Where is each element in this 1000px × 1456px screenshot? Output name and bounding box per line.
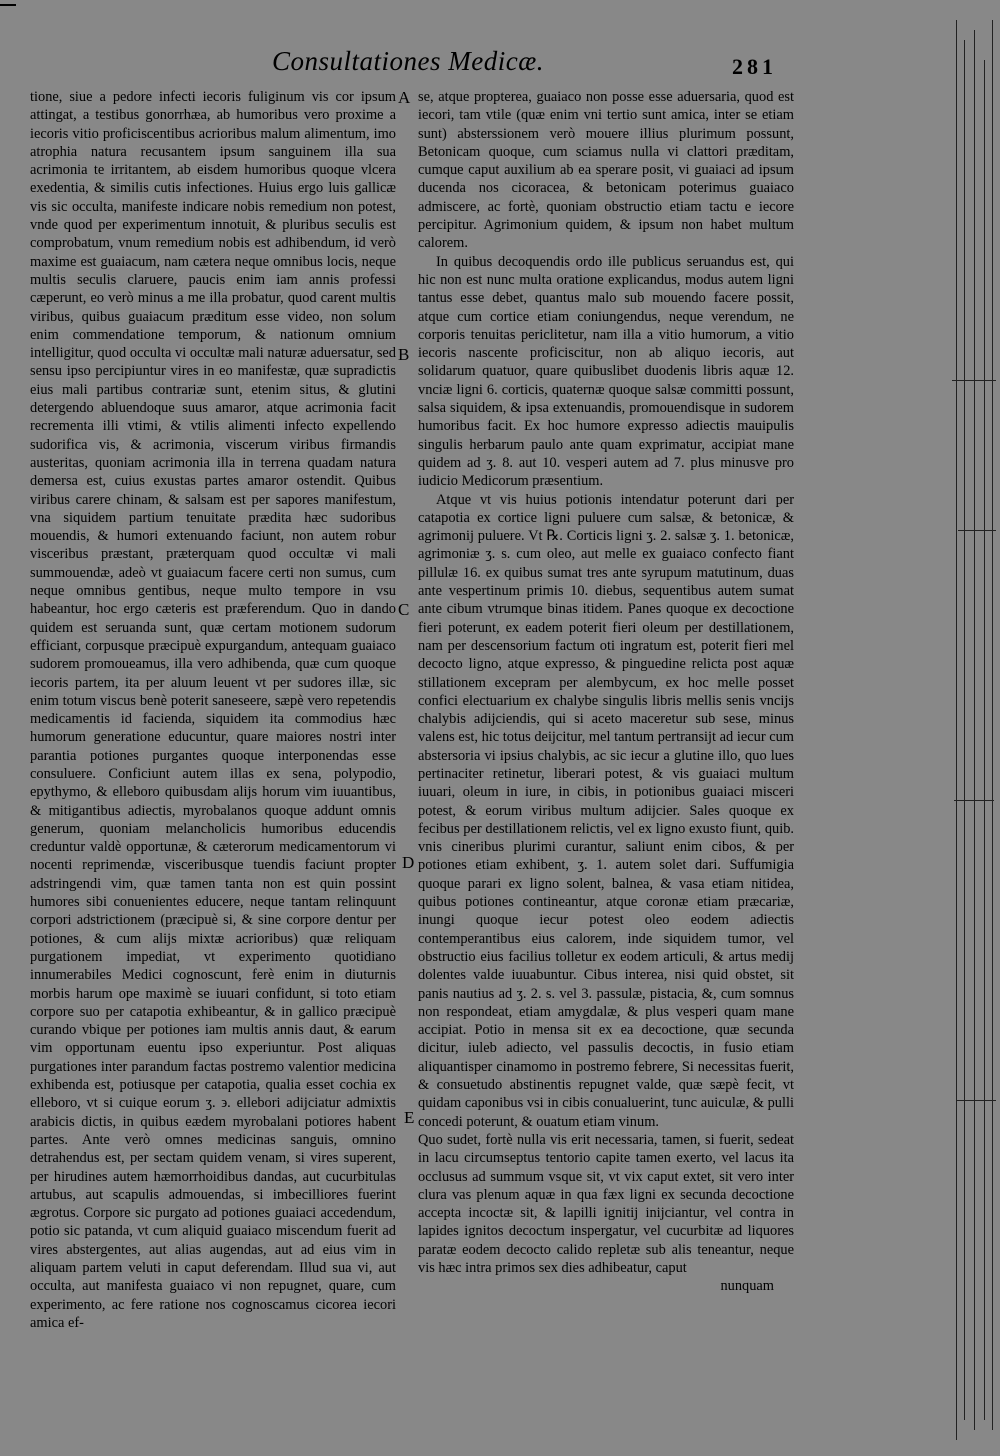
right-paragraph-3: Atque vt vis huius potionis intendatur poterunt dari per catapotia ex cortice ligni puluere cum salsæ, & betonicæ, & agrimonij puluere. Vt ℞. Corticis ligni ʒ. 2. salsæ ʒ. 1. betonicæ, agrimoniæ ʒ. s. cum oleo, aut melle ex guaiaco confecto fiant pillulæ 16. ex quibus sumat tres ante syrupum matutinum, duas ante vespertinum primis 10. diebus, sequentibus autem sumat ante cibum vtrumque binas itidem. Panes quoque ex decoctione fieri poterunt, ex eadem poterit fieri oleum per destillationem, nam per descensorium factum oti ingratum est, poterit fieri mel decocto ligno, atque expresso, & pinguedine relicta post aquæ stillationem excepram per alembycum, ex hoc melle posset confici electuarium ex chalybe singulis libris mellis senis vncijs chalybis adijciendis, qui si aceto maceretur sub sese, minus valens est, hic totus deijcitur, mel tantum pertransijt ad iecur cum abstersoria vi ipsius chalybis, ac sic iecur a glutine illo, quo lues pertinaciter retinetur, liberari potest, & vis guaiaci multum iuuari, oleum in iure, in cibis, in potionibus guaiaci misceri potest, & eorum viribus multum adijcier. Sales quoque ex fecibus per destillationem relictis, vel ex ligno exusto fiunt, quib. vnis cineribus plurimi curantur, saliunt enim cibos, & per potiones etiam exhibent, ʒ. 1. autem solet dari. Suffumigia quoque parari ex ligno solent, balnea, & vasa etiam nitidea, quibus potiones contineantur, atque coronæ etiam præcariæ, inungi quoque iecur potest oleo eodem adiectis contemperantibus eius calorem, inde siquidem tumor, vel obstructio eius facilius tolletur ex eodem articuli, & artus medij dolentes valde iuuabuntur. Cibus interea, nisi quid obstet, sit panis nautius ad ʒ. 2. s. vel 3. passulæ, pistacia, &, cum somnus non respondeat, etiam amygdalæ, & plus vesperi quam mane accipiat. Potio in mensa sit ex ea decoctione, quæ secunda dicitur, iuleb adiecto, vel passulis decoctis, in fusio etiam aliquantisper cinamomo in postremo febrere, Si necessitas fuerit, & consuetudo abstinentis repugnet valde, quæ sæpè fecit, vt quidam caponibus vsi in cibis conualuerint, tunc auiculæ, & pulli concedi poterunt, & ouatum etiam vinum. (418, 491, 794, 1130)
page-corner-rule (0, 4, 16, 6)
margin-letter-a: A (398, 88, 411, 107)
catchword: nunquam (720, 1278, 774, 1295)
margin-letter-e: E (404, 1108, 415, 1127)
left-paragraph-1: tione, siue a pedore infecti iecoris fuliginum vis cor ipsum attingat, a testibus gonorrhæa, ab humoribus vero proxime a iecoris vitio proficiscentibus acrioribus malum alimentum, imo atrophia natura recusantem ipsum sanguinem illa sua acrimonia te irritantem, ab eisdem humoribus quoque vlcera exedentia, & similis cutis infectiones. Huius ergo luis gallicæ vis sic occulta, manifeste indicare nobis remedium non potest, vnde quod per experimentum innotuit, & pluribus seculis est comprobatum, vnum remedium nobis est adhibendum, id verò maxime est guaiacum, nam cætera neque omnibus locis, neque multis seculis claruere, paucis enim iam annis professi cæperunt, eo verò minus a me illa probatur, quod carent multis viribus, quibus guaiacum præditum esse video, non solum enim commendatione temporum, & nationum omnium intelligitur, quod occulta vi occultæ mali naturæ aduersatur, sed sensu ipso percipiuntur vires in eo manifestæ, quæ supradictis eius mali partibus contrariæ sunt, etenim situs, & glutini detergendo abluendoque suus amaror, atque acrimonia facit recrementa illi vtimi, & vtilis alimenti infecto expellendo sudorifica vis, & acrimonia, viscerum viribus firmandis austeritas, quoniam acrimonia illa in terrena quadam natura demersa est, cuius exustas partes amaror ostendit. Quibus viribus carere chinam, & salsam est per sapores manifestum, vna siquidem partium tenuitate prædita hæc sudoribus mouendis, & humori extenuando faciunt, non autem robur visceribus præstant, præterquam quod occultæ vi mali summouendæ, adeò vt guaiacum facere certi non sumus, cum neque omnibus gentibus, neque multo tempore in vsu habeantur, hoc ergo cæteris est præferendum. Quo in dando quidem est seruanda sunt, quæ certam motionem sudorum efficiant, corpusque præcipuè expurgandum, antequam guaiaco sudorem promoueamus, illa vero adhibenda, quæ cum quoque iecoris partem, ita per aluum leuent vt per sudores illæ, sic enim totum viscus benè poterit saneseere, sæpè vero repetendis medicamentis id facienda, siquidem ita commodius hæc humorum generatione educuntur, quare maiores nostri inter parantia potiones purgantes quoque interponendas esse consuluere. Conficiunt autem illas ex sena, polypodio, epythymo, & elleboro quibusdam alijs horum vim iuuantibus, & mitigantibus adiectis, myrobalanos quoque addunt omnis generum, quoniam melancholicis humoribus educendis creduntur valdè opportunæ, & cæterorum medicamentorum vi nocenti reprimendæ, visceribusque tuendis faciunt propter adstringendi vim, quæ tamen tanta non est quin possint humores sibi conuenientes educere, neque tantam relinquunt corpori adstrictionem (præcipuè si, & sine corpore dentur per potiones, & cum alijs mixtæ acrioribus) quæ reliquam purgationem impediat, vt experimento quotidiano innumerabiles Medici cognoscunt, ferè enim in diuturnis morbis harum ope maximè se iuuari confidunt, si toto etiam corpore suo per catapotia exhibeantur, & in gallico præcipuè curando vbique per potiones iam multis annis daut, & earum vim opportunam euentu ipso experiuntur. Post aliquas purgationes inter parandum factas postremo valentior medicina exhibenda est, potiusque per catapotia, qualia esset cochia ex elleboro, vt si cuique eorum ʒ. ϶. ellebori adijciatur admixtis arabicis dictis, in quibus eædem myrobalani potiores habent partes. Ante verò omnes medicinas sanguis, omnino detrahendus est, per sectam quidem venam, si vires superent, per hirudines autem hæmorrhoidibus dandas, aut cucurbitulas artubus, aut scapulis admouendas, si imbecilliores fuerint ægrotus. Corpore sic purgato ad potiones guaiaci accedendum, potio sic patanda, vt cum aliquid guaiaco miscendum fuerit ad vires abstergentes, aut alias augendas, aut ad eius vim in aliquam partem veluti in caput deferendam. Illud sua vi, aut occulta, aut manifesta guaiaco vi non repugnet, quare, cum experimento, ac fere ratione nos cognoscamus cicorea iecori amica ef- (30, 89, 396, 1331)
right-paragraph-4: Quo sudet, fortè nulla vis erit necessaria, tamen, si fuerit, sedeat in lacu circumseptus tentorio capite tamen exerto, vel lacus ita occlusus ad summum vsque sit, vt vix caput extet, sit vero inter clura vas plenum aquæ in qua fæx ligni ex secunda decoctione accepta incoctæ sit, & lapilli ignitij inijciantur, vel contra in lapides ignitos decoctum inspergatur, vel cucurbitæ ad liquores paratæ eodem decocto calido repletæ sub alis teneantur, neque vis hæc intra primos sex dies adhibeatur, caput (418, 1131, 794, 1276)
margin-letter-b: B (398, 345, 410, 364)
right-paragraph-1: se, atque propterea, guaiaco non posse esse aduersaria, quod est iecori, tam vtile (quæ enim vni tertio sunt amica, inter se etiam sunt) absterssionem verò mouere illius plurimum possunt, Betonicam quoque, cum sciamus nulla vi clattori præditam, cumque caput auxilium ab ea sperare posit, vi guaiaci ad ipsum ducenda nos cicoracea, & betonicam poterimus guaiaco admiscere, ac fortè, quoniam obstructio etiam tactu e iecore percipitur. Agrimonium quidem, & ipsum non habet multum calorem. (418, 89, 794, 252)
page-binding-edge (952, 0, 1000, 1456)
left-text-column (30, 88, 396, 1332)
right-text-column (418, 88, 794, 1296)
page-number: 281 (732, 54, 777, 79)
right-paragraph-2: In quibus decoquendis ordo ille publicus seruandus est, qui hic non est nunc multa oratione explicandus, modus autem ligni tantus esse debet, quantus malo sub mouendo facere possit, atque cum cortice etiam coniungendus, neque verendum, ne corporis tenuitas periclitetur, nam illa a vitio humorum, a vitio iecoris nascente proficiscitur, non ab aliquo iecoris, aut solidarum quatuor, quare quibuslibet duodenis libris aquæ 12. vnciæ ligni 6. corticis, quaternæ quoque salsæ committi possunt, salsa siquidem, & ipsa extenuandis, promouendisque in sudorem humoribus facit. Ex hoc humore expresso adiectis mauipulis singulis herbarum paulo ante quam exprimatur, accipiat mane quidem ad ʒ. 8. aut 10. vesperi autem ad 7. plus minusve pro iudicio Medicorum præsentium. (418, 253, 794, 490)
margin-letter-c: C (398, 600, 410, 619)
running-head-title: Consultationes Medicæ. (272, 46, 544, 76)
margin-letter-d: D (402, 853, 415, 872)
